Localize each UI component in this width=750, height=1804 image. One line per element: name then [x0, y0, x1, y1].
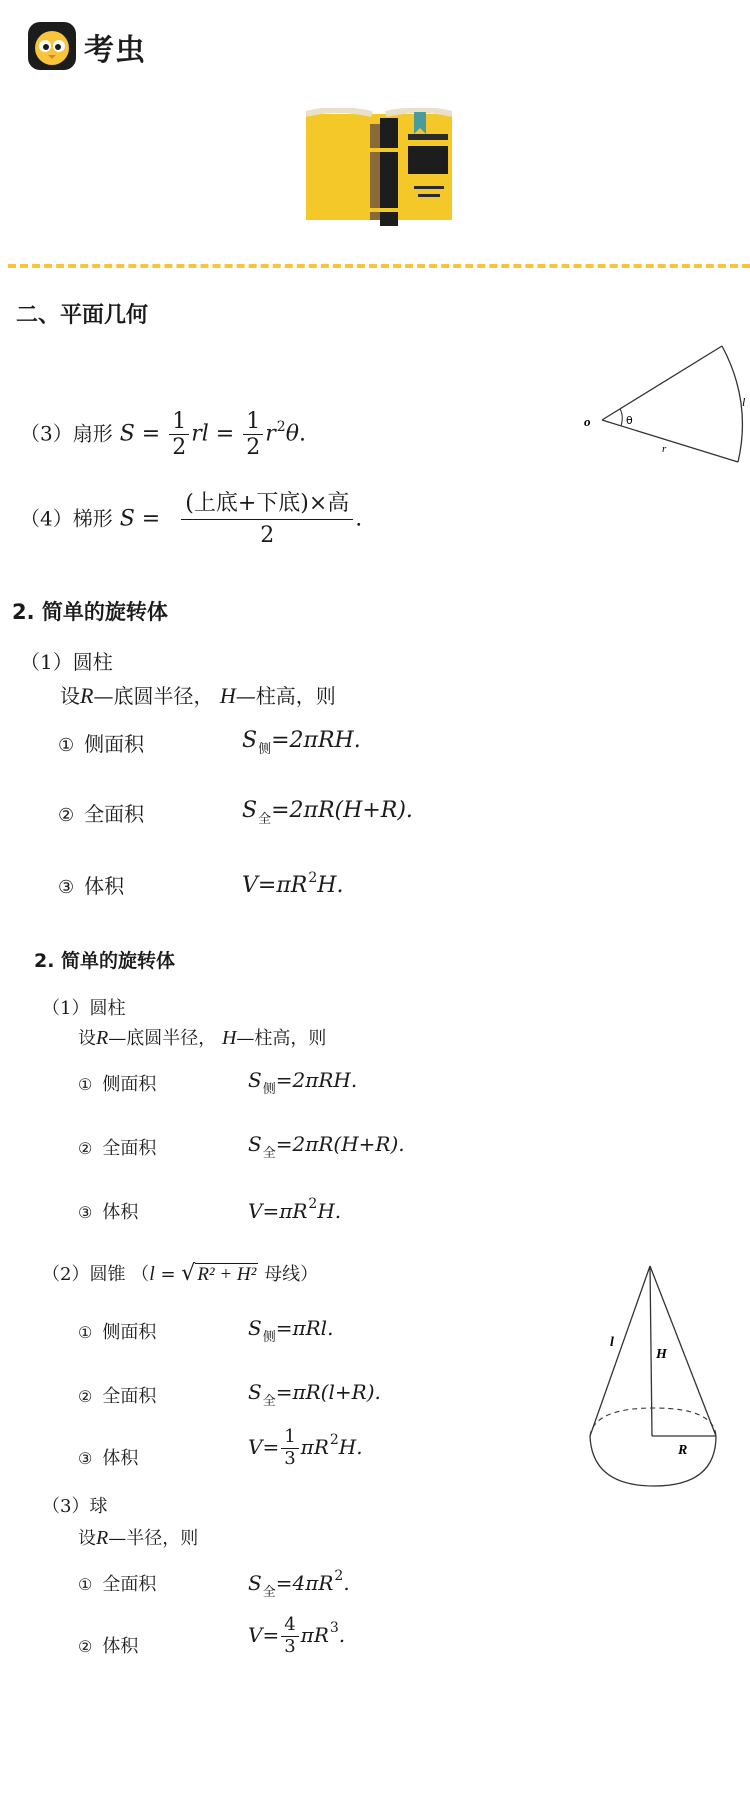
cylinder-total-formula-2: $S_全=2\pi R(H+R)$. — [248, 1132, 405, 1161]
section-title-plane-geometry: 二、平面几何 — [16, 303, 149, 328]
book-illustration-icon — [306, 108, 452, 232]
sector-l-label: l — [742, 395, 746, 409]
trapezoid-area-formula: （4）梯形 S = $\frac{\text{(上底+下底)×高}}{2}$ . — [20, 491, 363, 549]
cylinder-total-formula-1: $S_全=2\pi R(H+R)$. — [242, 798, 413, 827]
sector-theta-label: θ — [626, 414, 633, 427]
sphere-volume: ② 体积 — [78, 1636, 139, 1657]
section-title-rotation-2: 2. 简单的旋转体 — [34, 950, 176, 972]
sphere-definition: 设R—半径，则 — [78, 1527, 199, 1549]
cone-lateral-area: ① 侧面积 — [78, 1322, 157, 1343]
cylinder-total-area-2: ② 全面积 — [78, 1138, 157, 1159]
sphere-surface-area: ① 全面积 — [78, 1574, 157, 1595]
cylinder-volume-formula-2: $V=\pi R^2H$. — [248, 1196, 342, 1223]
cone-total-area: ② 全面积 — [78, 1386, 157, 1407]
sector-area-formula: （3）扇形 S = $\frac{1}{2}$ rl = $\frac{1}{2}$ $r^2\theta$. — [20, 409, 306, 461]
cone-volume: ③ 体积 — [78, 1448, 139, 1469]
cone-lateral-formula: $S_侧=\pi Rl$. — [248, 1316, 334, 1345]
cone-l-label: l — [610, 1335, 614, 1350]
cylinder-lateral-formula-1: $S_侧=2\pi RH$. — [242, 728, 361, 757]
cylinder-volume-2: ③ 体积 — [78, 1202, 139, 1223]
cylinder-volume-formula-1: $V=\pi R^2H$. — [242, 870, 344, 898]
sector-label: （3）扇形 — [20, 421, 113, 446]
cylinder-lateral-formula-2: $S_侧=2\pi RH$. — [248, 1068, 358, 1097]
sphere-volume-formula: V= $\frac{4}{3}$ $\pi R^3$. — [248, 1614, 346, 1657]
cone-diagram — [584, 1262, 720, 1492]
cone-total-formula: $S_全=\pi R(l+R)$. — [248, 1380, 381, 1409]
cylinder-title-2: （1）圆柱 — [42, 998, 126, 1019]
sphere-title: （3）球 — [42, 1496, 108, 1517]
cylinder-definition-2: 设R—底圆半径， H—柱高，则 — [78, 1027, 327, 1049]
dashed-divider — [8, 264, 750, 268]
cylinder-lateral-area-1: ① 侧面积 — [58, 732, 145, 756]
trapezoid-label: （4）梯形 — [20, 506, 113, 531]
cone-h-label: H — [656, 1347, 667, 1362]
sphere-surface-formula: $S_全=4\pi R^2$. — [248, 1568, 350, 1600]
cylinder-definition-1: 设R—底圆半径， H—柱高，则 — [60, 683, 336, 708]
cylinder-total-area-1: ② 全面积 — [58, 802, 145, 826]
sector-diagram — [582, 342, 750, 472]
section-title-rotation-1: 2. 简单的旋转体 — [12, 600, 168, 624]
brand-name: 考虫 — [84, 33, 146, 68]
cone-title: （2）圆锥 （l = √ R² + H² 母线） — [42, 1261, 319, 1286]
sector-o-label: o — [584, 414, 591, 429]
cylinder-lateral-area-2: ① 侧面积 — [78, 1074, 157, 1095]
cylinder-title-1: （1）圆柱 — [20, 650, 113, 674]
cone-volume-formula: V= $\frac{1}{3}$ $\pi R^2H$. — [248, 1426, 363, 1469]
kaochong-logo-icon[interactable] — [28, 22, 76, 70]
sector-r-label: r — [662, 443, 667, 455]
cylinder-volume-1: ③ 体积 — [58, 874, 125, 898]
cone-r-label: R — [678, 1443, 688, 1458]
